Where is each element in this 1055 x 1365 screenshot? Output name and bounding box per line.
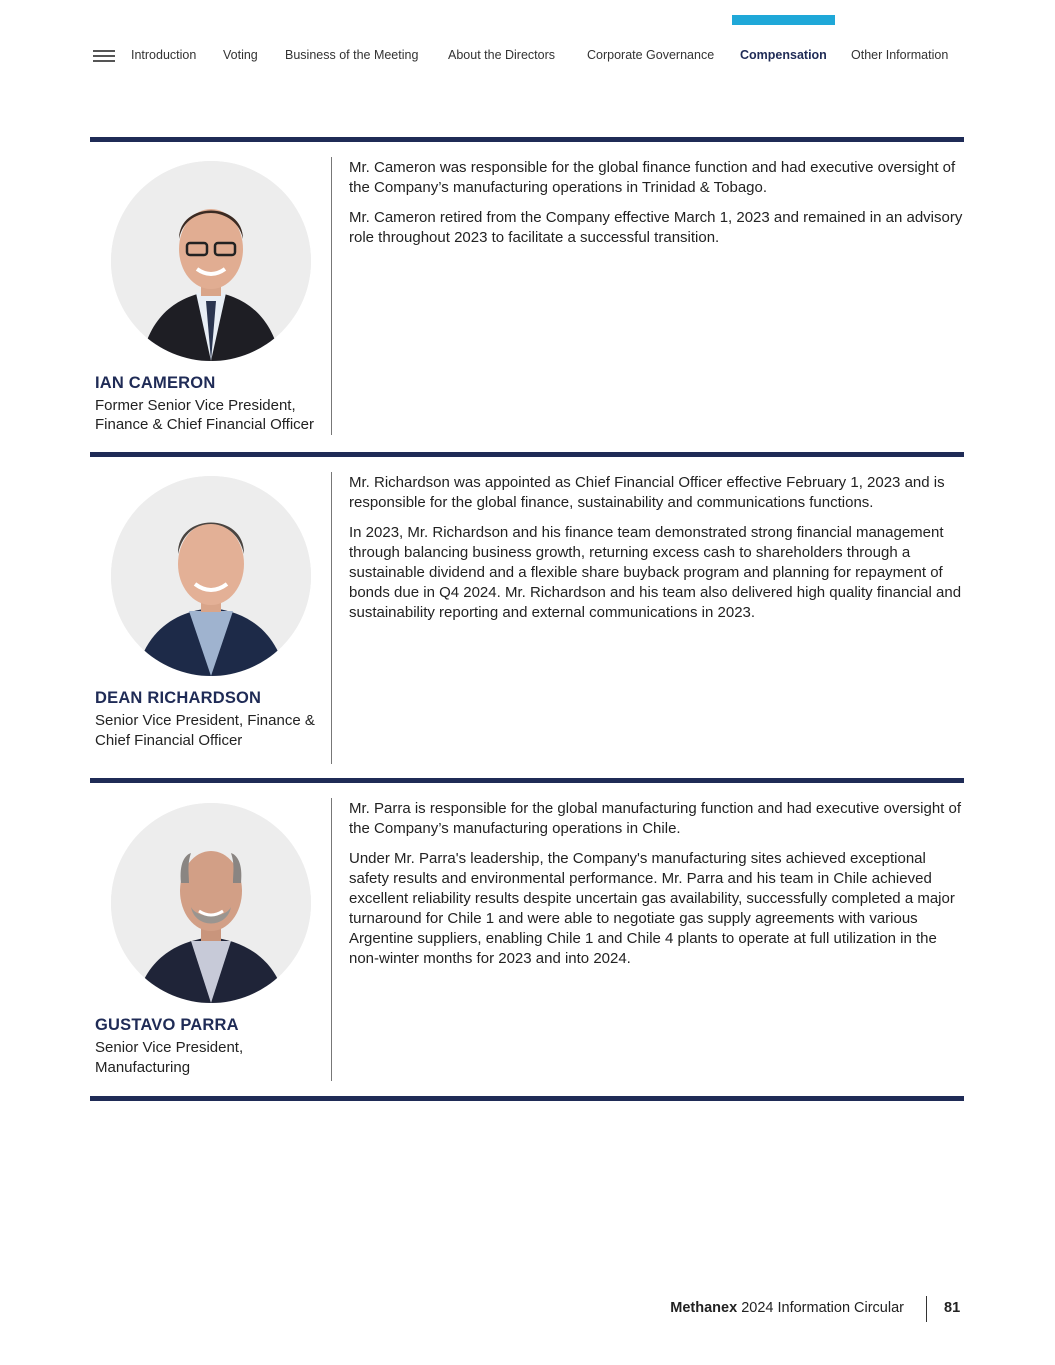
column-divider [331, 798, 332, 1081]
executive-name: DEAN RICHARDSON [95, 689, 262, 707]
executive-name: IAN CAMERON [95, 374, 216, 392]
bio-paragraph: Mr. Cameron was responsible for the global finance function and had executive oversight of the Company’s manufacturing operations in Trinidad & Tobago. [349, 159, 956, 196]
hamburger-menu-icon[interactable] [93, 50, 115, 64]
nav-item-compensation[interactable]: Compensation [740, 48, 827, 62]
nav-item-other-information[interactable]: Other Information [851, 48, 949, 62]
nav-item-business-of-the-meeting[interactable]: Business of the Meeting [285, 48, 419, 62]
portrait-photo [111, 803, 311, 1003]
bio-paragraph: In 2023, Mr. Richardson and his finance team demonstrated strong financial management through balancing business growth, returning excess cash to shareholders through a sustainable dividend and a flexible share buyback program and planning for repayment of bonds due in Q4 2024. Mr. Richardson and his team also delivered high quality financial and sustainability reporting and external communications in 2023. [349, 524, 962, 621]
executive-profile-richardson [90, 457, 964, 778]
column-divider [331, 472, 332, 764]
executive-title: Senior Vice President, Manufacturing [95, 1039, 244, 1076]
executive-bio [349, 158, 964, 258]
footer-brand: Methanex [670, 1300, 738, 1316]
nav-item-corporate-governance[interactable]: Corporate Governance [587, 48, 715, 62]
executive-bio [349, 473, 964, 633]
footer-divider [926, 1296, 927, 1322]
bio-paragraph: Under Mr. Parra's leadership, the Company's manufacturing sites achieved exceptional safety results and environmental performance. Mr. Parra and his team in Chile achieved excellent reliability results despite uncertain gas availability, successfully completed a major turnaround for Chile 1 and were able to negotiate gas supply agreements with various Argentine suppliers, enabling Chile 1 and Chile 4 plants to operate at full utilization in the non-winter months for 2023 and into 2024. [349, 850, 955, 967]
nav-item-introduction[interactable]: Introduction [131, 48, 197, 62]
bio-paragraph: Mr. Parra is responsible for the global manufacturing function and had executive oversight of the Company’s manufacturing operations in Chile. [349, 800, 962, 837]
active-section-indicator [732, 15, 835, 25]
portrait-photo [111, 161, 311, 361]
footer-document-title [670, 1300, 904, 1316]
executive-profile-parra [90, 783, 964, 1096]
footer-doc-title: 2024 Information Circular [741, 1300, 904, 1316]
section-rule [90, 1096, 964, 1101]
executive-bio [349, 799, 964, 979]
bio-paragraph: Mr. Richardson was appointed as Chief Financial Officer effective February 1, 2023 and is responsible for the global finance, sustainability and communications functions. [349, 474, 945, 511]
page-number: 81 [944, 1300, 961, 1316]
executive-name: GUSTAVO PARRA [95, 1016, 239, 1034]
executive-title: Former Senior Vice President, Finance & Chief Financial Officer [95, 397, 314, 433]
executive-title: Senior Vice President, Finance & Chief Financial Officer [95, 712, 315, 749]
column-divider [331, 157, 332, 435]
portrait-photo [111, 476, 311, 676]
nav-item-about-the-directors[interactable]: About the Directors [448, 48, 555, 62]
executive-profile-cameron [90, 142, 964, 452]
nav-item-voting[interactable]: Voting [223, 48, 258, 62]
bio-paragraph: Mr. Cameron retired from the Company effective March 1, 2023 and remained in an advisory role throughout 2023 to facilitate a successful transition. [349, 209, 963, 246]
